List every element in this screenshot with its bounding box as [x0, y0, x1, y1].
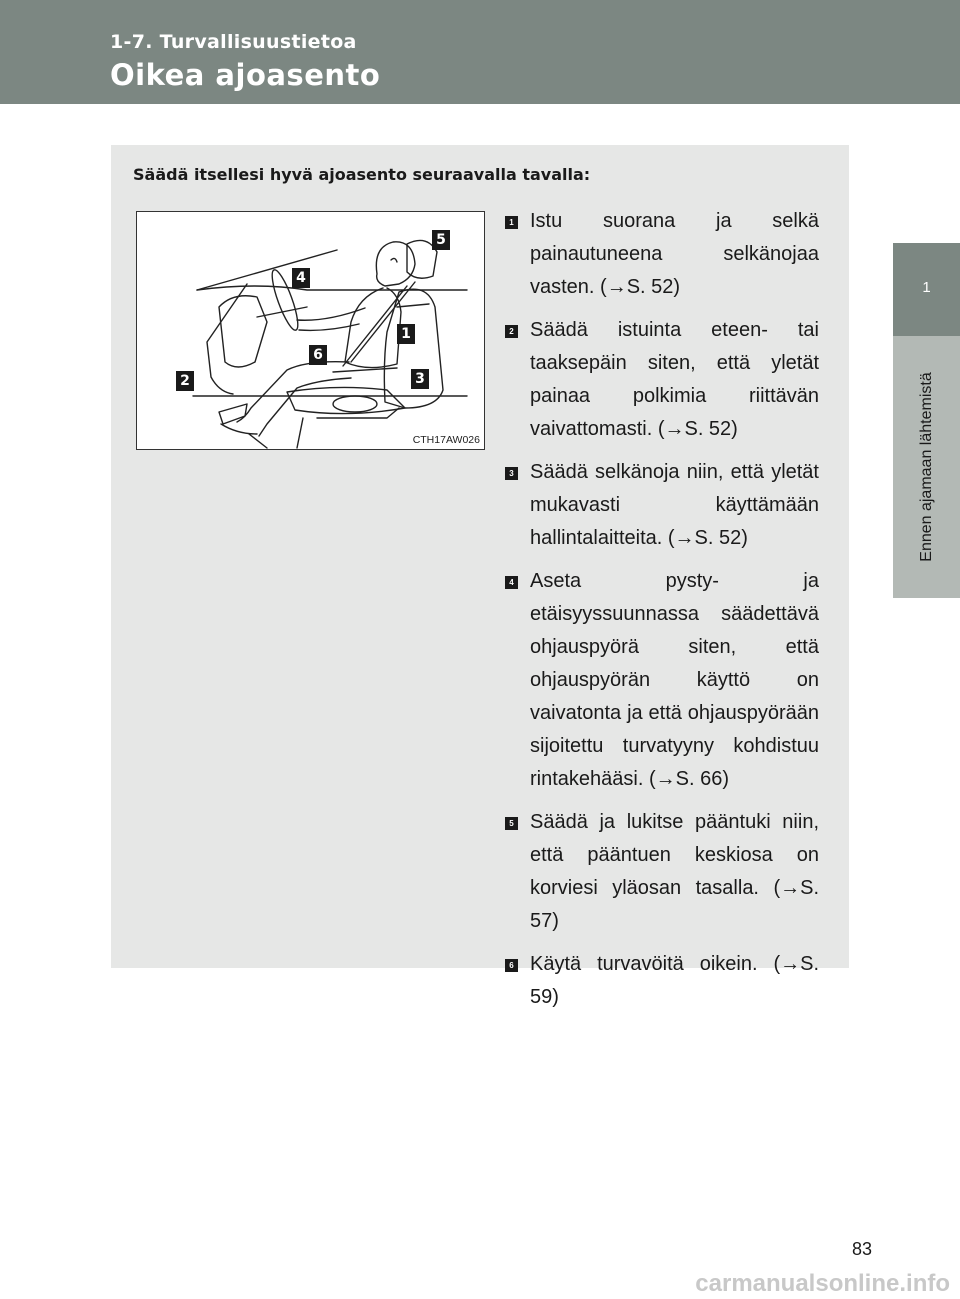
step-item: [505, 456, 819, 555]
page-header: [0, 0, 960, 104]
step-item: [505, 806, 819, 938]
step-list: [505, 205, 819, 1024]
intro-text: Säädä itsellesi hyvä ajoasento seuraavalla tavalla:: [133, 165, 591, 184]
step-item: [505, 948, 819, 1014]
watermark: carmanualsonline.info: [695, 1270, 950, 1297]
callout-2: 2: [176, 371, 194, 391]
step-text: Säädä ja lukitse pääntuki niin, että pääntuen keskiosa on korviesi yläosan tasalla. (→S. 57): [530, 811, 819, 932]
step-number: 2: [505, 325, 518, 338]
step-number: 4: [505, 576, 518, 589]
step-number: 5: [505, 817, 518, 830]
callout-5: 5: [432, 230, 450, 250]
step-item: [505, 205, 819, 304]
callout-6: 6: [309, 345, 327, 365]
page-number: 83: [852, 1239, 873, 1259]
step-text: Säädä selkänoja niin, että yletät mukavasti käyttämään hallintalaitteita. (→S. 52): [530, 461, 819, 549]
driving-position-illustration: [136, 211, 485, 450]
step-item: [505, 565, 819, 796]
chapter-number: 1: [922, 279, 931, 296]
callout-1: 1: [397, 324, 415, 344]
step-item: [505, 314, 819, 446]
step-number: 3: [505, 467, 518, 480]
step-text: Käytä turvavöitä oikein. (→S. 59): [530, 953, 819, 1008]
section-label: 1-7. Turvallisuustietoa: [110, 31, 357, 53]
step-number: 1: [505, 216, 518, 229]
callout-3: 3: [411, 369, 429, 389]
step-text: Istu suorana ja selkä painautuneena selkänojaa vasten. (→S. 52): [530, 210, 819, 298]
chapter-label: Ennen ajamaan lähtemistä: [918, 372, 935, 562]
step-text: Säädä istuinta eteen- tai taaksepäin siten, että yletät painaa polkimia riittävän vaivattomasti. (→S. 52): [530, 319, 819, 440]
step-text: Aseta pysty- ja etäisyyssuunnassa säädettävä ohjauspyörä siten, että ohjauspyörän käyttö on vaivatonta ja että ohjauspyörään sijoitettu turvatyyny kohdistuu rintakehääsi. (→S. 66): [530, 570, 819, 790]
chapter-tab[interactable]: [893, 243, 960, 336]
figure-code: CTH17AW026: [412, 434, 480, 446]
page-title: Oikea ajoasento: [110, 58, 381, 92]
step-number: 6: [505, 959, 518, 972]
callout-4: 4: [292, 268, 310, 288]
